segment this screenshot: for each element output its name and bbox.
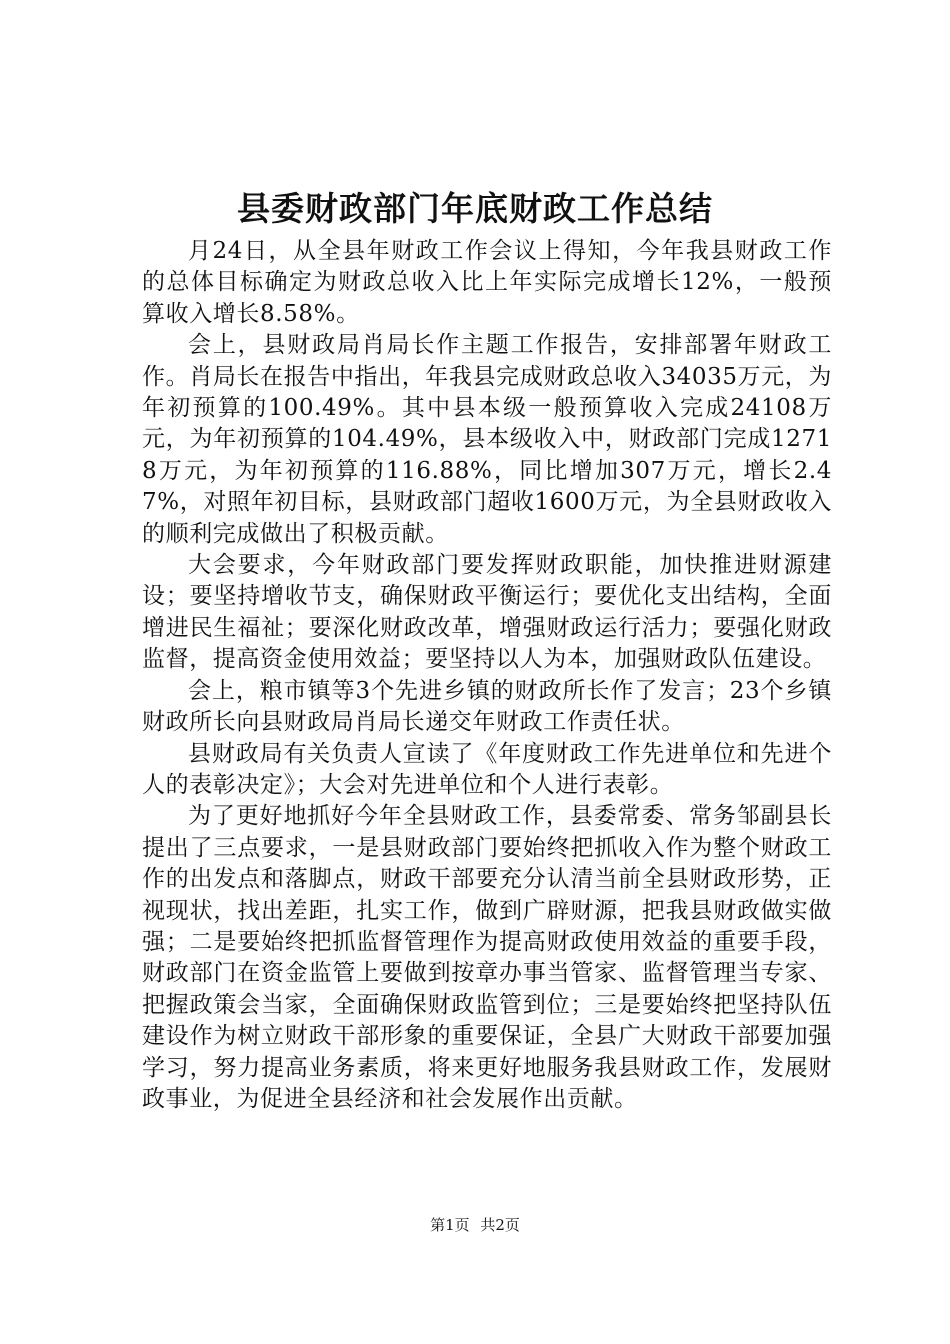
page-number-current: 第1页 [430, 1216, 470, 1234]
paragraph-1: 月24日，从全县年财政工作会议上得知，今年我县财政工作的总体目标确定为财政总收入比上年实际完成增长12%，一般预算收入增长8.58%。 [142, 238, 832, 327]
paragraph-2: 会上，县财政局肖局长作主题工作报告，安排部署年财政工作。肖局长在报告中指出，年我县完成财政总收入34035万元，为年初预算的100.49%。其中县本级一般预算收入完成24108万元，为年初预算的104.49%，县本级收入中，财政部门完成12718万元，为年初预算的116.88%，同比增加307万元，增长2.47%，对照年初目标，县财政部门超收1600万元，为全县财政收入的顺利完成做出了积极贡献。 [142, 332, 832, 547]
paragraph-5: 县财政局有关负责人宣读了《年度财政工作先进单位和先进个人的表彰决定》；大会对先进单位和个人进行表彰。 [142, 740, 832, 798]
document-body [142, 236, 832, 1115]
document-title: 县委财政部门年底财政工作总结 [237, 189, 713, 228]
page-footer [0, 1215, 950, 1235]
paragraph-3: 大会要求，今年财政部门要发挥财政职能，加快推进财源建设；要坚持增收节支，确保财政平衡运行；要优化支出结构，全面增进民生福祉；要深化财政改革，增强财政运行活力；要强化财政监督，提高资金使用效益；要坚持以人为本，加强财政队伍建设。 [142, 552, 832, 673]
paragraph-4: 会上，粮市镇等3个先进乡镇的财政所长作了发言；23个乡镇财政所长向县财政局肖局长递交年财政工作责任状。 [142, 677, 832, 736]
page-number-total: 共2页 [480, 1216, 520, 1234]
paragraph-6: 为了更好地抓好今年全县财政工作，县委常委、常务邹副县长提出了三点要求，一是县财政部门要始终把抓收入作为整个财政工作的出发点和落脚点，财政干部要充分认清当前全县财政形势，正视现状，找出差距，扎实工作，做到广辟财源，把我县财政做实做强；二是要始终把抓监督管理作为提高财政使用效益的重要手段，财政部门在资金监管上要做到按章办事当管家、监督管理当专家、把握政策会当家，全面确保财政监管到位；三是要始终把坚持队伍建设作为树立财政干部形象的重要保证，全县广大财政干部要加强学习，努力提高业务素质，将来更好地服务我县财政工作，发展财政事业，为促进全县经济和社会发展作出贡献。 [142, 803, 832, 1112]
